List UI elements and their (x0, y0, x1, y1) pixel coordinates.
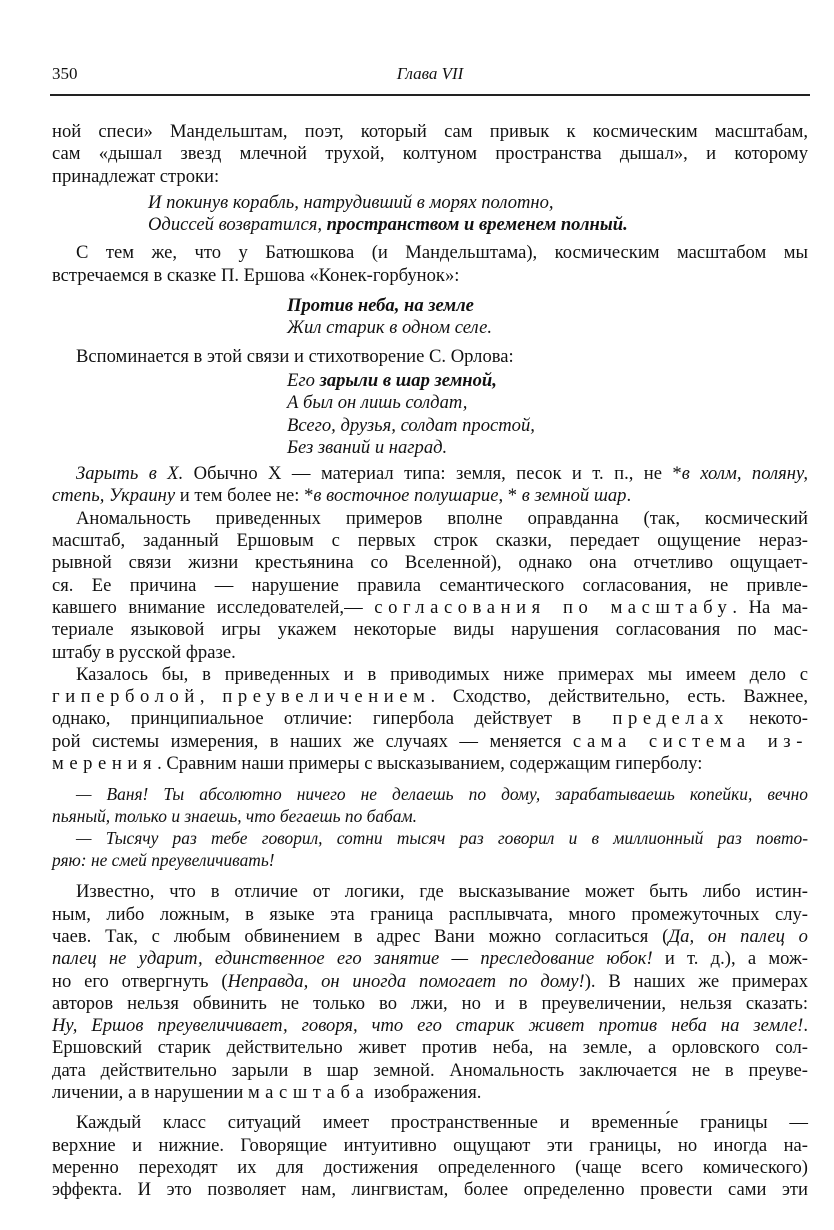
page-body (52, 121, 808, 1201)
verse-quote-ershov (287, 295, 808, 340)
text-run: верхние и нижние. Говорящие интуитивно ощущают эти границы, но иногда на- (52, 1134, 808, 1156)
text-line (287, 317, 808, 339)
text-run: ся. Ее причина — нарушение правила семантического согласования, не привле- (52, 574, 808, 596)
text-run: Казалось бы, в приведенных и в приводимых ниже примерах мы имеем дело с (76, 663, 808, 685)
text-run: С тем же, что у Батюшкова (и Мандельштама), космическим масштабом мы (76, 242, 808, 264)
paragraph (52, 881, 808, 1104)
paragraph (52, 1112, 808, 1201)
text-run: чаев. Так, с любым обвинением в адрес Вани можно согласиться ( (52, 925, 669, 947)
spaced-emphasis: преувеличением (222, 686, 431, 708)
text-line (52, 166, 808, 188)
emphasis-text: зарыли в шар земной, (319, 369, 497, 391)
text-run: Известно, что в отличие от логики, где высказывание может быть либо истин- (76, 881, 808, 903)
text-run: меренно переходят их для достижения определенного (чаще всего комического) (52, 1156, 808, 1178)
emphasis-text: в холм, поляну, (681, 463, 808, 485)
text-run: изображения. (369, 1081, 482, 1103)
text-run: эффекта. И это позволяет нам, лингвистам, более определенно провести сами эти (52, 1179, 808, 1201)
text-line (52, 664, 808, 686)
text-line (52, 1179, 808, 1201)
text-run: ным, либо ложным, в языке эта граница расплывчата, много промежуточных слу- (52, 903, 808, 925)
text-line (52, 805, 808, 827)
text-run: дата действительно зарыли в шар земной. Аномальность заключается не в преуве- (52, 1059, 808, 1081)
text-line (52, 1015, 808, 1037)
paragraph (52, 463, 808, 508)
paragraph (52, 508, 808, 664)
text-line (52, 783, 808, 805)
text-run: Каждый класс ситуаций имеет пространственные и временны́е границы — (76, 1112, 808, 1134)
text-line (52, 753, 808, 775)
text-line (52, 904, 808, 926)
text-run: рывной связи жизни крестьянина со Вселенной), однако она отчетливо ощущает- (52, 552, 808, 574)
text-line (52, 1060, 808, 1082)
text-run: ной спеси» Мандельштам, поэт, который сам привык к космическим масштабам, (52, 121, 808, 142)
text-line (52, 686, 808, 708)
emphasis-text: — Ваня! Ты абсолютно ничего не делаешь по дому, зарабатываешь копейки, вечно (76, 784, 808, 805)
text-run: но его отвергнуть ( (52, 970, 228, 992)
text-line (52, 1112, 808, 1134)
text-line (52, 993, 808, 1015)
text-line (52, 530, 808, 552)
text-line (148, 214, 808, 236)
text-line (287, 392, 808, 414)
text-line (52, 1082, 808, 1104)
header-rule (50, 94, 810, 96)
text-run: однако, принципиальное отличие: гипербола действует (52, 708, 573, 730)
emphasis-text: Всего, друзья, солдат простой, (287, 414, 535, 436)
emphasis-text: палец не ударит, единственное его занятие — преследование юбок! (52, 948, 653, 970)
text-line (52, 926, 808, 948)
spaced-emphasis: согласования по масштабу (374, 596, 733, 618)
example-quote (52, 783, 808, 827)
text-run: Обычно Х — материал типа: земля, песок и т. п., не * (183, 463, 682, 485)
paragraph (52, 346, 808, 368)
text-line (52, 121, 808, 143)
text-line (52, 575, 808, 597)
text-run: авторов нельзя обвинить не только во лжи, но и в преувеличении, нельзя сказать: (52, 992, 808, 1014)
text-run: . Сравним наши примеры с высказыванием, содержащим гиперболу: (157, 753, 703, 775)
text-line (52, 849, 808, 871)
emphasis-text: Одиссей возвратился, (148, 214, 327, 236)
emphasis-text: Да, он палец о (668, 925, 808, 947)
text-line (52, 881, 808, 903)
text-run: сам «дышал звезд млечной трухой, колтуном пространства дышал», и которому (52, 143, 808, 165)
text-run: . (803, 1015, 808, 1037)
text-line (52, 508, 808, 530)
text-run: Вспоминается в этой связи и стихотворение С. Орлова: (76, 345, 514, 367)
text-line (52, 242, 808, 264)
emphasis-text: Ну, Ершов преувеличивает, говоря, что его старик живет против неба на земле! (52, 1015, 804, 1037)
paragraph (52, 664, 808, 775)
text-line (52, 731, 808, 753)
text-line (52, 1135, 808, 1157)
emphasis-text: Его (287, 369, 320, 391)
emphasis-text: Против неба, на земле (287, 295, 474, 317)
text-line (52, 827, 808, 849)
text-line (52, 485, 808, 507)
text-run: и т. д.), а мож- (652, 948, 808, 970)
text-run: . (626, 485, 632, 507)
text-run: . На ма- (732, 596, 808, 618)
example-quotes (52, 783, 808, 871)
verse-quote-orlov (287, 370, 808, 459)
text-line (52, 463, 808, 485)
text-run: , * (498, 485, 522, 507)
spaced-emphasis: масштаба (247, 1081, 370, 1103)
chapter-title: Глава VII (396, 64, 464, 83)
text-line (52, 597, 808, 619)
text-line (287, 295, 808, 317)
emphasis-text: ряю: не смей преувеличивать! (52, 850, 275, 871)
paragraph (52, 242, 808, 287)
text-line (287, 415, 808, 437)
text-run: рой системы измерения, в наших же случаях — меняется (52, 730, 573, 752)
text-line (52, 948, 808, 970)
spaced-emphasis: в пределах (572, 708, 729, 730)
text-line (52, 1157, 808, 1179)
emphasis-text: в земной шар (521, 485, 627, 507)
spaced-emphasis: сама система из- (572, 730, 808, 752)
emphasis-text: пространством и временем полный. (326, 214, 628, 236)
text-run: ). В наших же примерах (584, 970, 808, 992)
emphasis-text: Жил старик в одном селе. (287, 317, 493, 339)
page-number: 350 (52, 64, 78, 83)
text-line (287, 370, 808, 392)
text-line (52, 552, 808, 574)
emphasis-text: А был он лишь солдат, (287, 392, 468, 414)
text-line (52, 708, 808, 730)
text-line (52, 1037, 808, 1059)
emphasis-text: — Тысячу раз тебе говорил, сотни тысяч раз говорил и в миллионный раз повто- (76, 828, 808, 849)
text-line (287, 437, 808, 459)
text-line (52, 143, 808, 165)
text-line (52, 265, 808, 287)
emphasis-text: Без званий и наград. (287, 436, 448, 458)
text-run: териале языковой игры укажем некоторые виды нарушения согласования по мас- (52, 619, 808, 641)
emphasis-text: Неправда, он иногда помогает по дому! (227, 970, 585, 992)
text-run: и тем более не: * (175, 485, 314, 507)
text-run: масштаб, заданный Ершовым с первых строк сказки, передает ощущение нераз- (52, 530, 808, 552)
text-run: некото- (728, 708, 808, 730)
text-run: кавшего внимание исследователей,— (52, 596, 375, 618)
example-quote (52, 827, 808, 871)
spaced-emphasis: гиперболой (52, 686, 200, 708)
emphasis-text: в восточное полушарие (313, 485, 499, 507)
text-run: . Сходство, действительно, есть. Важнее, (430, 686, 808, 708)
text-run: Ершовский старик действительно живет против неба, на земле, а орловского сол- (52, 1037, 808, 1059)
emphasis-text: Зарыть в Х. (76, 463, 184, 485)
text-line (52, 619, 808, 641)
text-run: встречаемся в сказке П. Ершова «Конек-горбунок»: (52, 264, 460, 286)
text-line (52, 971, 808, 993)
text-line (52, 642, 808, 664)
text-run: штабу в русской фразе. (52, 641, 236, 663)
paragraph (52, 121, 808, 188)
text-run: личении, а в нарушении (52, 1081, 248, 1103)
text-run: , (199, 686, 223, 708)
spaced-emphasis: мерения (52, 753, 158, 775)
text-line (148, 192, 808, 214)
text-run: принадлежат строки: (52, 165, 220, 187)
emphasis-text: И покинув корабль, натрудивший в морях полотно, (148, 191, 554, 213)
text-run: Аномальность приведенных примеров вполне оправданна (так, космический (76, 507, 808, 529)
verse-quote-mandelstam (148, 192, 808, 237)
text-line (52, 346, 808, 368)
running-header (52, 64, 808, 92)
emphasis-text: пьяный, только и знаешь, что бегаешь по бабам. (52, 806, 417, 827)
emphasis-text: степь, Украину (52, 485, 176, 507)
